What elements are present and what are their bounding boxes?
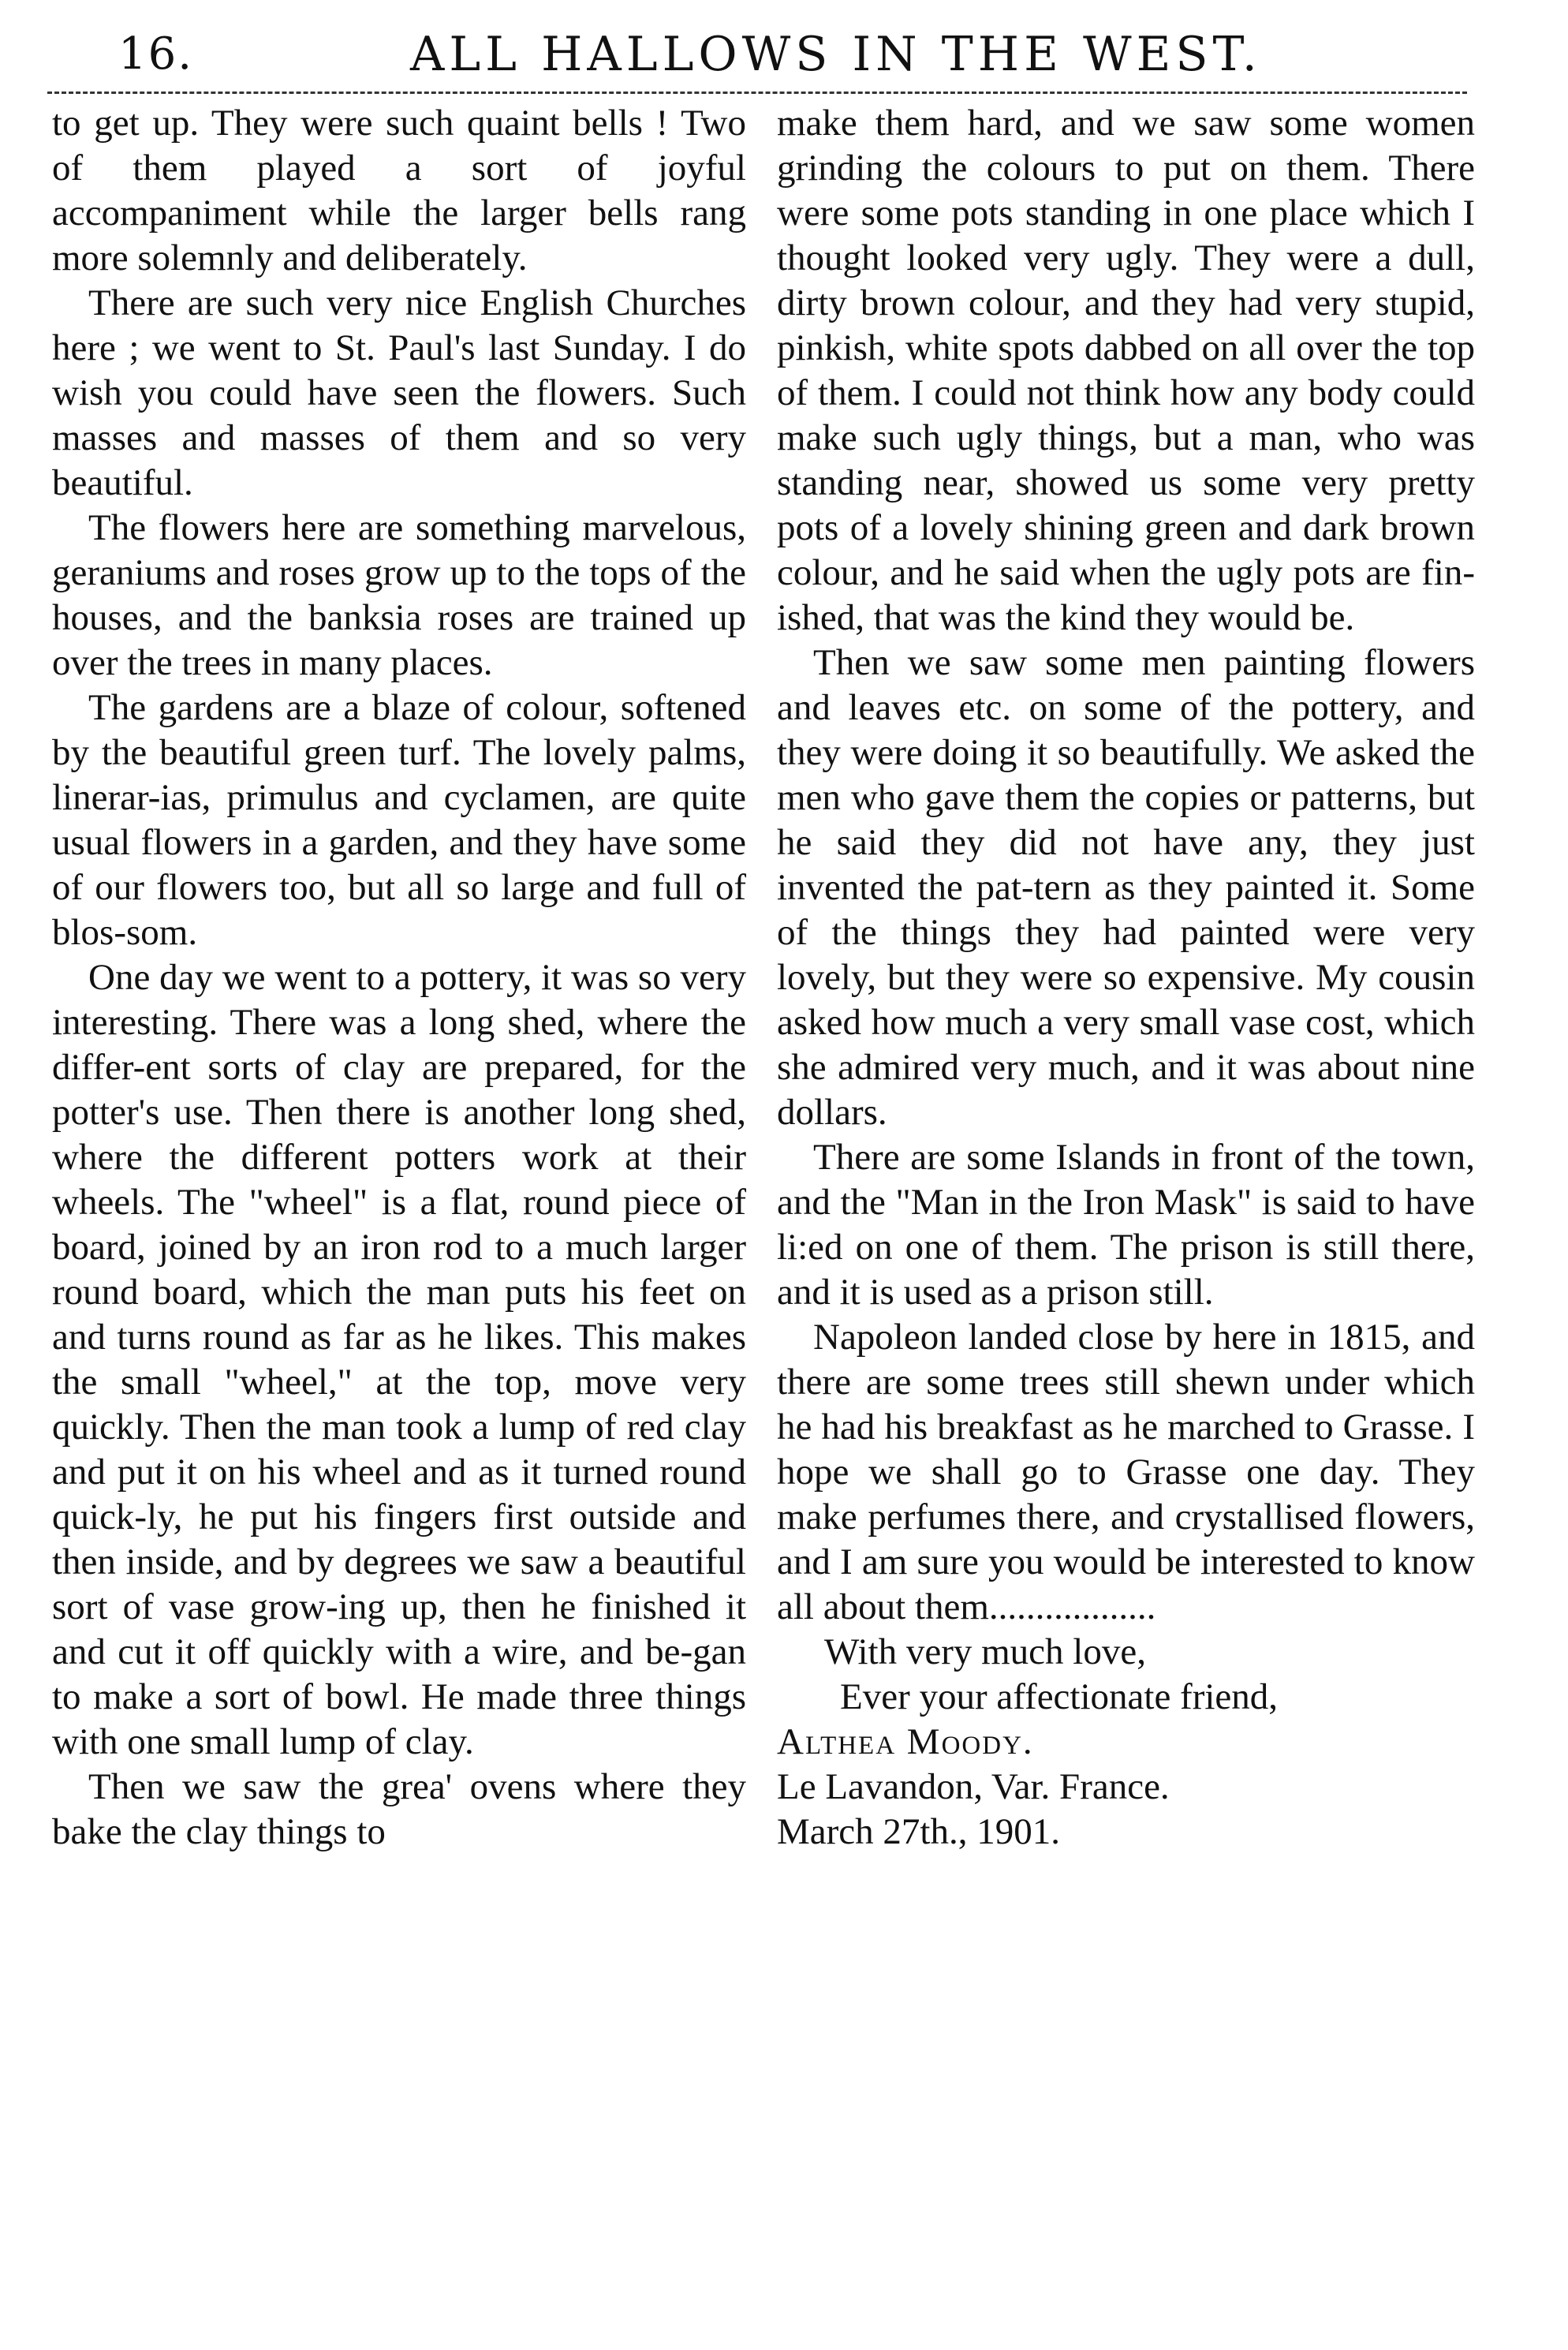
running-title: ALL HALLOWS IN THE WEST.	[410, 27, 1262, 82]
paragraph: Then we saw the grea' ovens where they bake the clay things to	[52, 1766, 746, 1852]
closing-line: Ever your affectionate friend,	[840, 1676, 1279, 1717]
date-line: March 27th., 1901.	[777, 1811, 1060, 1852]
closing-line: With very much love,	[824, 1631, 1146, 1672]
page-header	[0, 22, 1568, 93]
left-column	[52, 101, 746, 1855]
paragraph: to get up. They were such quaint bells ! Two of them played a sort of joyful accompaniment while the larger bells rang more solemnly and deliberately.	[52, 103, 746, 278]
paragraph: Then we saw some men painting flowers and leaves etc. on some of the pottery, and they were doing it so beautifully. We asked the men who gave them the copies or patterns, but he said they did not have any, they just invented the pat-tern as they painted it. Some of the things they had painted were very lovely, but they were so expensive. My cousin asked how much a very small vase cost, which she admired very much, and it was about nine dollars.	[777, 642, 1475, 1133]
paragraph: There are some Islands in front of the town, and the "Man in the Iron Mask" is said to have li:ed on one of them. The prison is still there, and it is used as a prison still.	[777, 1137, 1475, 1313]
paragraph: The gardens are a blaze of colour, softened by the beautiful green turf. The lovely palms, linerar-ias, primulus and cyclamen, are quite usual flowers in a garden, and they have some of our flowers too, but all so large and full of blos-som.	[52, 687, 746, 953]
place-line: Le Lavandon, Var. France.	[777, 1766, 1170, 1807]
paragraph: Napoleon landed close by here in 1815, and there are some trees still shewn under which he had his breakfast as he marched to Grasse. I hope we shall go to Grasse one day. They make perfumes there, and crystallised flowers, and I am sure you would be interested to know all about them..................	[777, 1317, 1475, 1627]
paragraph: There are such very nice English Churches here ; we went to St. Paul's last Sunday. I do wish you could have seen the flowers. Such masses and masses of them and so very beautiful.	[52, 282, 746, 503]
header-rule	[47, 92, 1467, 94]
paragraph: One day we went to a pottery, it was so very interesting. There was a long shed, where the differ-ent sorts of clay are prepared, for the potter's use. Then there is another long shed, where the different potters work at their wheels. The "wheel" is a flat, round piece of board, joined by an iron rod to a much larger round board, which the man puts his feet on and turns round as far as he likes. This makes the small "wheel," at the top, move very quickly. Then the man took a lump of red clay and put it on his wheel and as it turned round quick-ly, he put his fingers first outside and then inside, and by degrees we saw a beautiful sort of vase grow-ing up, then he finished it and cut it off quickly with a wire, and be-gan to make a sort of bowl. He made three things with one small lump of clay.	[52, 957, 746, 1762]
paragraph: The flowers here are something marvelous, geraniums and roses grow up to the tops of the houses, and the banksia roses are trained up over the trees in many places.	[52, 507, 746, 683]
paragraph: make them hard, and we saw some women grinding the colours to put on them. There were some pots standing in one place which I thought looked very ugly. They were a dull, dirty brown colour, and they had very stupid, pinkish, white spots dabbed on all over the top of them. I could not think how any body could make such ugly things, but a man, who was standing near, showed us some very pretty pots of a lovely shining green and dark brown colour, and he said when the ugly pots are fin-ished, that was the kind they would be.	[777, 103, 1475, 638]
page-number: 16.	[118, 28, 194, 80]
signature: Althea Moody.	[777, 1721, 1034, 1762]
right-column	[777, 101, 1475, 1855]
